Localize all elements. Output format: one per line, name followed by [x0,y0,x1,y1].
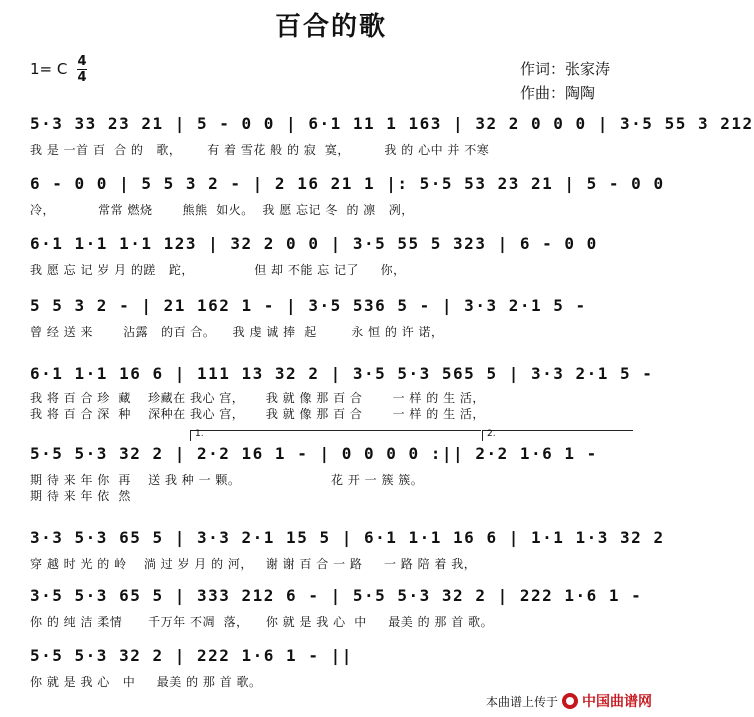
time-signature-top: 4 [77,54,87,69]
notation-line: 5·5 5·3 32 2 | 222 1·6 1 - || [30,646,353,665]
lyric-line: 穿 越 时 光 的 岭 淌 过 岁 月 的 河， 谢 谢 百 合 一 路 一 路 陪 着 我， [30,557,477,571]
site-logo-icon [562,693,578,709]
footer-credit [486,691,652,711]
lyric-line: 期 待 来 年 依 然 [30,489,131,503]
lyric-line: 期 待 来 年 你 再 送 我 种 一 颗。 花 开 一 簇 簇。 [30,473,424,487]
notation-line: 6·1 1·1 16 6 | 111 13 32 2 | 3·5 5·3 565 5 | 3·3 2·1 5 - [30,364,654,383]
lyric-line: 我 是 一首 百 合 的 歌， 有 着 雪花 般 的 寂 寞， 我 的 心中 并 不寒 [30,143,490,157]
song-title: 百合的歌 [274,12,387,42]
volta-bracket-first: 1. [190,430,481,441]
footer-site[interactable]: 中国曲谱网 [582,694,652,710]
lyric-line: 曾 经 送 来 沾露 的百 合。 我 虔 诚 捧 起 永 恒 的 许 诺， [30,325,444,339]
lyric-line: 我 将 百 合 珍 藏 珍藏在 我心 宫， 我 就 像 那 百 合 一 样 的 生 活， [30,391,485,405]
notation-line: 6·1 1·1 1·1 123 | 32 2 0 0 | 3·5 55 5 323 | 6 - 0 0 [30,234,598,253]
footer-text: 本曲谱上传于 [485,694,558,709]
key-signature: 1= C [30,60,68,78]
time-signature [77,55,87,84]
notation-line: 5 5 3 2 - | 21 162 1 - | 3·5 536 5 - | 3·3 2·1 5 - [30,296,587,315]
notation-line: 6 - 0 0 | 5 5 3 2 - | 2 16 21 1 |: 5·5 53 23 21 | 5 - 0 0 [30,174,665,193]
lyric-line: 你 就 是 我 心 中 最美 的 那 首 歌。 [30,675,262,689]
composer-credit: 作曲：陶陶 [520,84,596,102]
lyric-line: 我 将 百 合 深 种 深种在 我心 宫， 我 就 像 那 百 合 一 样 的 生 活， [30,407,485,421]
lyric-line: 我 愿 忘 记 岁 月 的蹉 跎， 但 却 不能 忘 记了 你， [30,263,406,277]
lyric-line: 冷， 常常 燃烧 熊熊 如火。 我 愿 忘记 冬 的 凛 冽， [30,203,414,217]
volta-bracket-second: 2. [482,430,633,441]
notation-line: 3·3 5·3 65 5 | 3·3 2·1 15 5 | 6·1 1·1 16 6 | 1·1 1·3 32 2 [30,528,665,547]
time-signature-bottom: 4 [77,70,87,85]
lyric-line: 你 的 纯 洁 柔情 千万年 不凋 落， 你 就 是 我 心 中 最美 的 那 首 歌。 [30,615,494,629]
notation-line: 5·3 33 23 21 | 5 - 0 0 | 6·1 11 1 163 | 32 2 0 0 0 | 3·5 55 3 212 [30,114,754,133]
lyricist-credit: 作词：张家涛 [520,60,611,78]
notation-line: 3·5 5·3 65 5 | 333 212 6 - | 5·5 5·3 32 2 | 222 1·6 1 - [30,586,643,605]
notation-line: 5·5 5·3 32 2 | 2·2 16 1 - | 0 0 0 0 :|| 2·2 1·6 1 - [30,444,598,463]
